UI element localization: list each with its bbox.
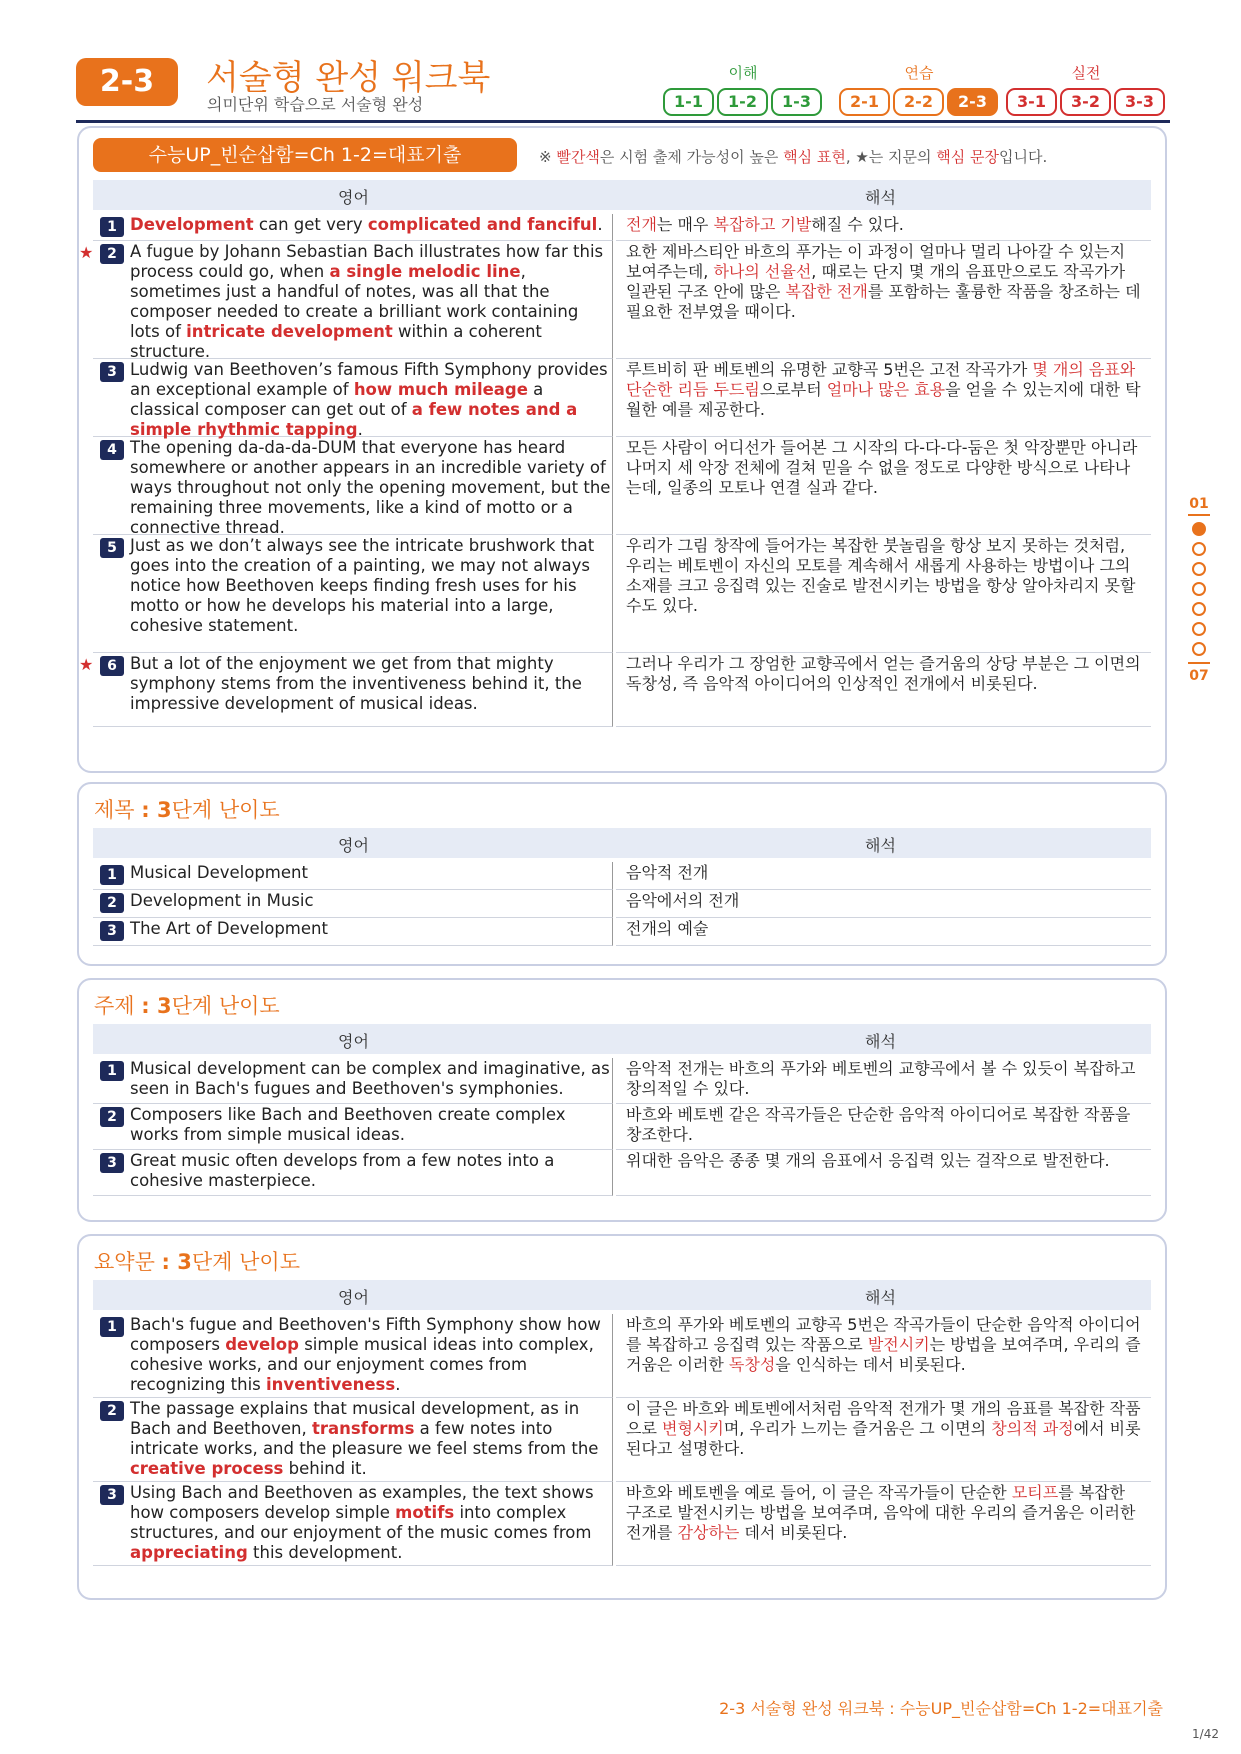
korean-translation bbox=[626, 1399, 1141, 1459]
korean-cell bbox=[616, 1058, 1151, 1104]
korean-cell bbox=[616, 1104, 1151, 1150]
korean-translation bbox=[626, 1151, 1141, 1171]
english-cell bbox=[93, 359, 613, 437]
key-expression: 변형시키 bbox=[662, 1419, 724, 1438]
text-run: The passage explains that musical development, as in Bach and Beethoven, bbox=[130, 1399, 580, 1438]
theme-box bbox=[77, 978, 1167, 1222]
korean-translation bbox=[626, 1105, 1141, 1145]
col-header-en: 영어 bbox=[338, 188, 369, 207]
english-cell bbox=[93, 1104, 613, 1150]
side-nav-start-label: 01 bbox=[1189, 496, 1209, 512]
english-text bbox=[130, 919, 612, 939]
text-run: simple musical ideas into complex, cohesive works, and our enjoyment comes from recognizing this bbox=[130, 1335, 594, 1394]
page-subtitle: 의미단위 학습으로 서술형 완성 bbox=[207, 95, 424, 114]
progress-dot[interactable] bbox=[1192, 622, 1206, 636]
english-text bbox=[130, 863, 612, 883]
step-3-2-button[interactable]: 3-2 bbox=[1060, 88, 1111, 116]
text-run: 우리가 그림 창작에 들어가는 복잡한 붓놀림을 항상 보지 못하는 것처럼, 우리는 베토벤이 자신의 모토를 계속해서 새롭게 사용하는 방법이나 그의 소재를 크고 응집력 있는 진술로 발전시키는 방법을 항상 알아차리지 못할 수도 있다. bbox=[626, 536, 1136, 615]
table-row bbox=[93, 1482, 1151, 1566]
key-expression: 얼마나 많은 효용 bbox=[826, 380, 946, 399]
summary-box-heading bbox=[94, 1246, 300, 1276]
step-1-3-button[interactable]: 1-3 bbox=[771, 88, 822, 116]
sentence-number: 3 bbox=[100, 362, 124, 382]
title-table-header bbox=[93, 828, 1151, 858]
korean-cell bbox=[616, 1398, 1151, 1482]
key-expression: 모티프 bbox=[1011, 1483, 1059, 1502]
col-header-ko: 해석 bbox=[865, 836, 896, 855]
korean-translation bbox=[626, 863, 1141, 883]
step-group-label: 연습 bbox=[904, 64, 934, 82]
key-expression: 하나의 선율선 bbox=[713, 262, 812, 281]
english-text bbox=[130, 438, 612, 538]
text-run: . bbox=[357, 420, 363, 439]
text-run: 음악적 전개 bbox=[626, 863, 709, 882]
korean-translation bbox=[626, 891, 1141, 911]
key-expression: 복잡하고 기발 bbox=[713, 215, 812, 234]
col-header-en: 영어 bbox=[338, 836, 369, 855]
progress-dot[interactable] bbox=[1192, 602, 1206, 616]
english-cell bbox=[79, 241, 613, 361]
korean-cell bbox=[616, 862, 1151, 890]
step-group-label: 실전 bbox=[1071, 64, 1101, 82]
english-text bbox=[130, 1315, 612, 1395]
col-header-en: 영어 bbox=[338, 1032, 369, 1051]
english-text bbox=[130, 536, 612, 636]
text-run: A fugue by Johann Sebastian Bach illustrates how far this process could go, when bbox=[130, 242, 604, 281]
text-run: 그러나 우리가 그 장엄한 교향곡에서 얻는 즐거움의 상당 부분은 그 이면의 독창성, 즉 음악적 아이디어의 인상적인 전개에서 비롯된다. bbox=[626, 654, 1141, 693]
key-expression: a few notes and a simple rhythmic tapping bbox=[130, 400, 578, 439]
text-run: 에서 비롯된다고 설명한다. bbox=[626, 1419, 1141, 1458]
key-expression: inventiveness bbox=[266, 1375, 396, 1394]
text-run: 며, 우리가 느끼는 즐거움은 그 이면의 bbox=[723, 1419, 992, 1438]
english-cell bbox=[79, 653, 613, 727]
key-expression: intricate development bbox=[186, 322, 393, 341]
sentence-number: 3 bbox=[100, 921, 124, 941]
text-run: Ludwig van Beethoven’s famous Fifth Symphony provides an exceptional example of bbox=[130, 360, 608, 399]
text-run: Great music often develops from a few notes into a cohesive masterpiece. bbox=[130, 1151, 555, 1190]
table-row bbox=[93, 1398, 1151, 1482]
korean-cell bbox=[616, 1150, 1151, 1196]
theme-table-header bbox=[93, 1024, 1151, 1054]
english-text bbox=[130, 1105, 612, 1145]
text-run: 바흐와 베토벤 같은 작곡가들은 단순한 음악적 아이디어로 복잡한 작품을 창조한다. bbox=[626, 1105, 1131, 1144]
theme-box-heading bbox=[94, 990, 280, 1020]
english-cell bbox=[93, 214, 613, 241]
note-text: 입니다. bbox=[999, 148, 1048, 166]
english-cell bbox=[93, 1058, 613, 1104]
korean-cell bbox=[616, 359, 1151, 437]
table-row bbox=[93, 1104, 1151, 1150]
sentence-number: 5 bbox=[100, 538, 124, 558]
note-text: , ★는 지문의 bbox=[845, 148, 937, 166]
box-level: : 3 bbox=[161, 1250, 192, 1274]
text-run: 음악에서의 전개 bbox=[626, 891, 740, 910]
text-run: this development. bbox=[247, 1543, 403, 1562]
table-row bbox=[93, 1150, 1151, 1196]
english-cell bbox=[93, 918, 613, 946]
passage-source-pill: 수능UP_빈순삽함=Ch 1-2=대표기출 bbox=[93, 138, 517, 172]
korean-cell bbox=[616, 890, 1151, 918]
sentence-number: 1 bbox=[100, 1061, 124, 1081]
english-text bbox=[130, 1059, 612, 1099]
sentence-number: 6 bbox=[100, 656, 124, 676]
english-cell bbox=[93, 1314, 613, 1398]
english-cell bbox=[93, 862, 613, 890]
note-key-sentence: 핵심 문장 bbox=[936, 148, 1000, 166]
key-expression: 전개 bbox=[626, 215, 657, 234]
key-expression: 창의적 과정 bbox=[991, 1419, 1074, 1438]
key-sentence-star-icon: ★ bbox=[79, 243, 94, 262]
korean-translation bbox=[626, 1315, 1141, 1375]
english-cell bbox=[93, 1150, 613, 1196]
text-run: . bbox=[395, 1375, 401, 1394]
text-run: behind it. bbox=[283, 1459, 367, 1478]
sentence-number: 2 bbox=[100, 1107, 124, 1127]
english-text bbox=[130, 360, 612, 440]
col-header-ko: 해석 bbox=[865, 188, 896, 207]
english-cell bbox=[93, 1398, 613, 1482]
english-text bbox=[130, 215, 612, 235]
key-expression: motifs bbox=[395, 1503, 455, 1522]
box-level: : 3 bbox=[141, 994, 172, 1018]
passage-box bbox=[77, 126, 1167, 773]
step-3-1-button[interactable]: 3-1 bbox=[1006, 88, 1057, 116]
text-run: Development in Music bbox=[130, 891, 314, 910]
text-run: 는 매우 bbox=[656, 215, 714, 234]
note-mark: ※ bbox=[539, 148, 552, 166]
text-run: 이 글은 바흐와 베토벤에서처럼 음악적 전개가 몇 개의 음표를 복잡한 작품으로 bbox=[626, 1399, 1141, 1438]
table-row bbox=[93, 890, 1151, 918]
korean-translation bbox=[626, 438, 1141, 498]
text-run: 해질 수 있다. bbox=[811, 215, 904, 234]
box-level-suffix: 단계 난이도 bbox=[171, 798, 280, 822]
table-row bbox=[93, 214, 1151, 241]
sentence-number: 3 bbox=[100, 1153, 124, 1173]
korean-cell bbox=[616, 1482, 1151, 1566]
passage-table-header bbox=[93, 180, 1151, 210]
header-divider bbox=[76, 120, 1170, 123]
korean-cell bbox=[616, 535, 1151, 653]
key-expression: Development bbox=[130, 215, 254, 234]
text-run: 위대한 음악은 종종 몇 개의 음표에서 응집력 있는 걸작으로 발전한다. bbox=[626, 1151, 1110, 1170]
col-header-ko: 해석 bbox=[865, 1032, 896, 1051]
progress-dot[interactable] bbox=[1192, 562, 1206, 576]
step-group-label: 이해 bbox=[728, 64, 758, 82]
english-cell bbox=[93, 890, 613, 918]
text-run: , 때로는 단지 몇 개의 음표만으로도 작곡가가 일관된 구조 안에 많은 bbox=[626, 262, 1126, 301]
korean-cell bbox=[616, 214, 1151, 241]
key-expression: develop bbox=[225, 1335, 299, 1354]
step-2-2-button[interactable]: 2-2 bbox=[893, 88, 944, 116]
progress-dot[interactable] bbox=[1192, 642, 1206, 656]
english-cell bbox=[93, 1482, 613, 1566]
text-run: a few notes into intricate works, and the pleasure we feel stems from the bbox=[130, 1419, 599, 1458]
step-2-1-button[interactable]: 2-1 bbox=[839, 88, 890, 116]
text-run: 루트비히 판 베토벤의 유명한 교향곡 5번은 고전 작곡가가 bbox=[626, 360, 1033, 379]
english-text bbox=[130, 891, 612, 911]
text-run: , sometimes just a handful of notes, was all that the composer needed to create a brilliant work containing lots of bbox=[130, 262, 579, 341]
text-run: 음악적 전개는 바흐의 푸가와 베토벤의 교향곡에서 볼 수 있듯이 복잡하고 창의적일 수 있다. bbox=[626, 1059, 1136, 1098]
table-row bbox=[93, 1314, 1151, 1398]
korean-translation bbox=[626, 215, 1141, 235]
note-text: 은 시험 출제 가능성이 높은 bbox=[599, 148, 784, 166]
box-label: 제목 bbox=[94, 798, 135, 822]
text-run: 바흐의 푸가와 베토벤의 교향곡 5번은 작곡가들이 단순한 음악적 아이디어를 복잡하고 응집력 있는 작품으로 bbox=[626, 1315, 1141, 1354]
key-expression: transforms bbox=[312, 1419, 415, 1438]
side-progress-nav bbox=[1184, 496, 1214, 684]
text-run: can get very bbox=[253, 215, 368, 234]
key-expression: 독창성 bbox=[728, 1355, 776, 1374]
table-row bbox=[93, 437, 1151, 535]
text-run: 요한 제바스티안 바흐의 푸가는 이 과정이 얼마나 멀리 나아갈 수 있는지 보여주는데, bbox=[626, 242, 1126, 281]
text-run: Musical development can be complex and imaginative, as seen in Bach's fugues and Beethoven's symphonies. bbox=[130, 1059, 610, 1098]
col-header-en: 영어 bbox=[338, 1288, 369, 1307]
text-run: 전개의 예술 bbox=[626, 919, 709, 938]
note-red-word: 빨간색 bbox=[556, 148, 600, 166]
korean-translation bbox=[626, 360, 1141, 420]
key-sentence-star-icon: ★ bbox=[79, 655, 94, 674]
page-number: 1/42 bbox=[1192, 1727, 1219, 1741]
text-run: Composers like Bach and Beethoven create complex works from simple musical ideas. bbox=[130, 1105, 566, 1144]
korean-translation bbox=[626, 536, 1141, 616]
table-row bbox=[79, 241, 1151, 361]
text-run: 를 포함하는 훌륭한 작품을 창조하는 데 필요한 전부였을 때이다. bbox=[626, 282, 1141, 321]
side-nav-dots bbox=[1184, 522, 1214, 656]
key-expression: 몇 개의 음표와 단순한 리듬 두드림 bbox=[626, 360, 1136, 399]
key-expression: a single melodic line bbox=[329, 262, 521, 281]
sentence-number: 4 bbox=[100, 440, 124, 460]
sentence-number: 3 bbox=[100, 1485, 124, 1505]
footer-title: 2-3 서술형 완성 워크북 : 수능UP_빈순삽함=Ch 1-2=대표기출 bbox=[719, 1699, 1163, 1718]
step-1-2-button[interactable]: 1-2 bbox=[717, 88, 768, 116]
step-2-3-button[interactable]: 2-3 bbox=[947, 88, 998, 116]
progress-dot-current[interactable] bbox=[1192, 522, 1206, 536]
sentence-number: 1 bbox=[100, 1317, 124, 1337]
text-run: 을 얻을 수 있는지에 대한 탁월한 예를 제공한다. bbox=[626, 380, 1141, 419]
step-1-1-button[interactable]: 1-1 bbox=[663, 88, 714, 116]
box-label: 요약문 bbox=[94, 1250, 155, 1274]
text-run: 는 방법을 보여주며, 우리의 즐거움은 이러한 bbox=[626, 1335, 1141, 1374]
title-box bbox=[77, 782, 1167, 966]
text-run: into complex structures, and our enjoyment of the music comes from bbox=[130, 1503, 592, 1542]
text-run: Musical Development bbox=[130, 863, 308, 882]
progress-dot[interactable] bbox=[1192, 542, 1206, 556]
english-text bbox=[130, 242, 612, 362]
table-row bbox=[79, 653, 1151, 727]
text-run: 을 인식하는 데서 비롯된다. bbox=[775, 1355, 966, 1374]
korean-translation bbox=[626, 1059, 1141, 1099]
table-row bbox=[93, 535, 1151, 653]
text-run: The opening da-da-da-DUM that everyone has heard somewhere or another appears in an incredible variety of ways throughout not only the opening movement, but the remaining three movements, like a kind of motto or a connective thread. bbox=[130, 438, 611, 537]
text-run: . bbox=[597, 215, 603, 234]
note-key-expression: 핵심 표현 bbox=[783, 148, 846, 166]
korean-cell bbox=[616, 918, 1151, 946]
korean-cell bbox=[616, 437, 1151, 535]
english-cell bbox=[93, 437, 613, 535]
korean-translation bbox=[626, 242, 1141, 322]
text-run: Using Bach and Beethoven as examples, the text shows how composers develop simple bbox=[130, 1483, 594, 1522]
english-text bbox=[130, 1483, 612, 1563]
side-nav-end-label: 07 bbox=[1189, 668, 1209, 684]
text-run: Bach's fugue and Beethoven's Fifth Symphony show how composers bbox=[130, 1315, 601, 1354]
box-level-suffix: 단계 난이도 bbox=[191, 1250, 300, 1274]
legend-note bbox=[539, 146, 1047, 167]
box-label: 주제 bbox=[94, 994, 135, 1018]
table-row bbox=[93, 918, 1151, 946]
col-header-ko: 해석 bbox=[865, 1288, 896, 1307]
english-cell bbox=[93, 535, 613, 653]
title-box-heading bbox=[94, 794, 280, 824]
box-level-suffix: 단계 난이도 bbox=[171, 994, 280, 1018]
table-row bbox=[93, 359, 1151, 437]
text-run: But a lot of the enjoyment we get from that mighty symphony stems from the inventiveness behind it, the impressive development of musical ideas. bbox=[130, 654, 582, 713]
text-run: 바흐와 베토벤을 예로 들어, 이 글은 작곡가들이 단순한 bbox=[626, 1483, 1012, 1502]
sentence-number: 2 bbox=[100, 893, 124, 913]
step-3-3-button[interactable]: 3-3 bbox=[1114, 88, 1165, 116]
english-text bbox=[130, 1399, 612, 1479]
table-row bbox=[93, 1058, 1151, 1104]
sentence-number: 1 bbox=[100, 865, 124, 885]
key-expression: 발전시키 bbox=[867, 1335, 930, 1354]
key-expression: 감상하는 bbox=[677, 1523, 740, 1542]
text-run: 으로부터 bbox=[759, 380, 827, 399]
summary-box bbox=[77, 1234, 1167, 1600]
korean-translation bbox=[626, 1483, 1141, 1543]
key-expression: how much mileage bbox=[353, 380, 528, 399]
text-run: 모든 사람이 어디선가 들어본 그 시작의 다-다-다-둠은 첫 악장뿐만 아니라 나머지 세 악장 전체에 걸쳐 믿을 수 없을 정도로 다양한 방식으로 나타나는데, 일종의 모토나 연결 실과 같다. bbox=[626, 438, 1138, 497]
text-run: 를 복잡한 구조로 발전시키는 방법을 보여주며, 음악에 대한 우리의 즐거움은 이러한 전개를 bbox=[626, 1483, 1136, 1542]
progress-dot[interactable] bbox=[1192, 582, 1206, 596]
page-header bbox=[76, 50, 1170, 122]
text-run: 데서 비롯된다. bbox=[739, 1523, 848, 1542]
sentence-number: 2 bbox=[100, 244, 124, 264]
sentence-number: 2 bbox=[100, 1401, 124, 1421]
text-run: within a coherent structure. bbox=[130, 322, 542, 361]
sentence-number: 1 bbox=[100, 217, 124, 237]
korean-translation bbox=[626, 919, 1141, 939]
key-expression: 복잡한 전개 bbox=[785, 282, 868, 301]
box-level: : 3 bbox=[141, 798, 172, 822]
english-text bbox=[130, 1151, 612, 1191]
summary-table-header bbox=[93, 1280, 1151, 1310]
korean-cell bbox=[616, 1314, 1151, 1398]
key-expression: complicated and fanciful bbox=[367, 215, 598, 234]
side-nav-underline bbox=[1188, 514, 1210, 516]
korean-cell bbox=[616, 241, 1151, 359]
korean-cell bbox=[616, 653, 1151, 727]
english-text bbox=[130, 654, 612, 714]
side-nav-underline bbox=[1188, 662, 1210, 664]
page-title: 서술형 완성 워크북 bbox=[206, 58, 491, 98]
key-expression: creative process bbox=[130, 1459, 284, 1478]
text-run: Just as we don’t always see the intricate brushwork that goes into the creation of a painting, we may not always notice how Beethoven keeps finding fresh uses for his motto or how he develops his material into a large, cohesive statement. bbox=[130, 536, 595, 635]
text-run: The Art of Development bbox=[130, 919, 328, 938]
table-row bbox=[93, 862, 1151, 890]
key-expression: appreciating bbox=[130, 1543, 248, 1562]
text-run: a classical composer can get out of bbox=[130, 380, 544, 419]
unit-badge: 2-3 bbox=[76, 58, 178, 106]
korean-translation bbox=[626, 654, 1141, 694]
